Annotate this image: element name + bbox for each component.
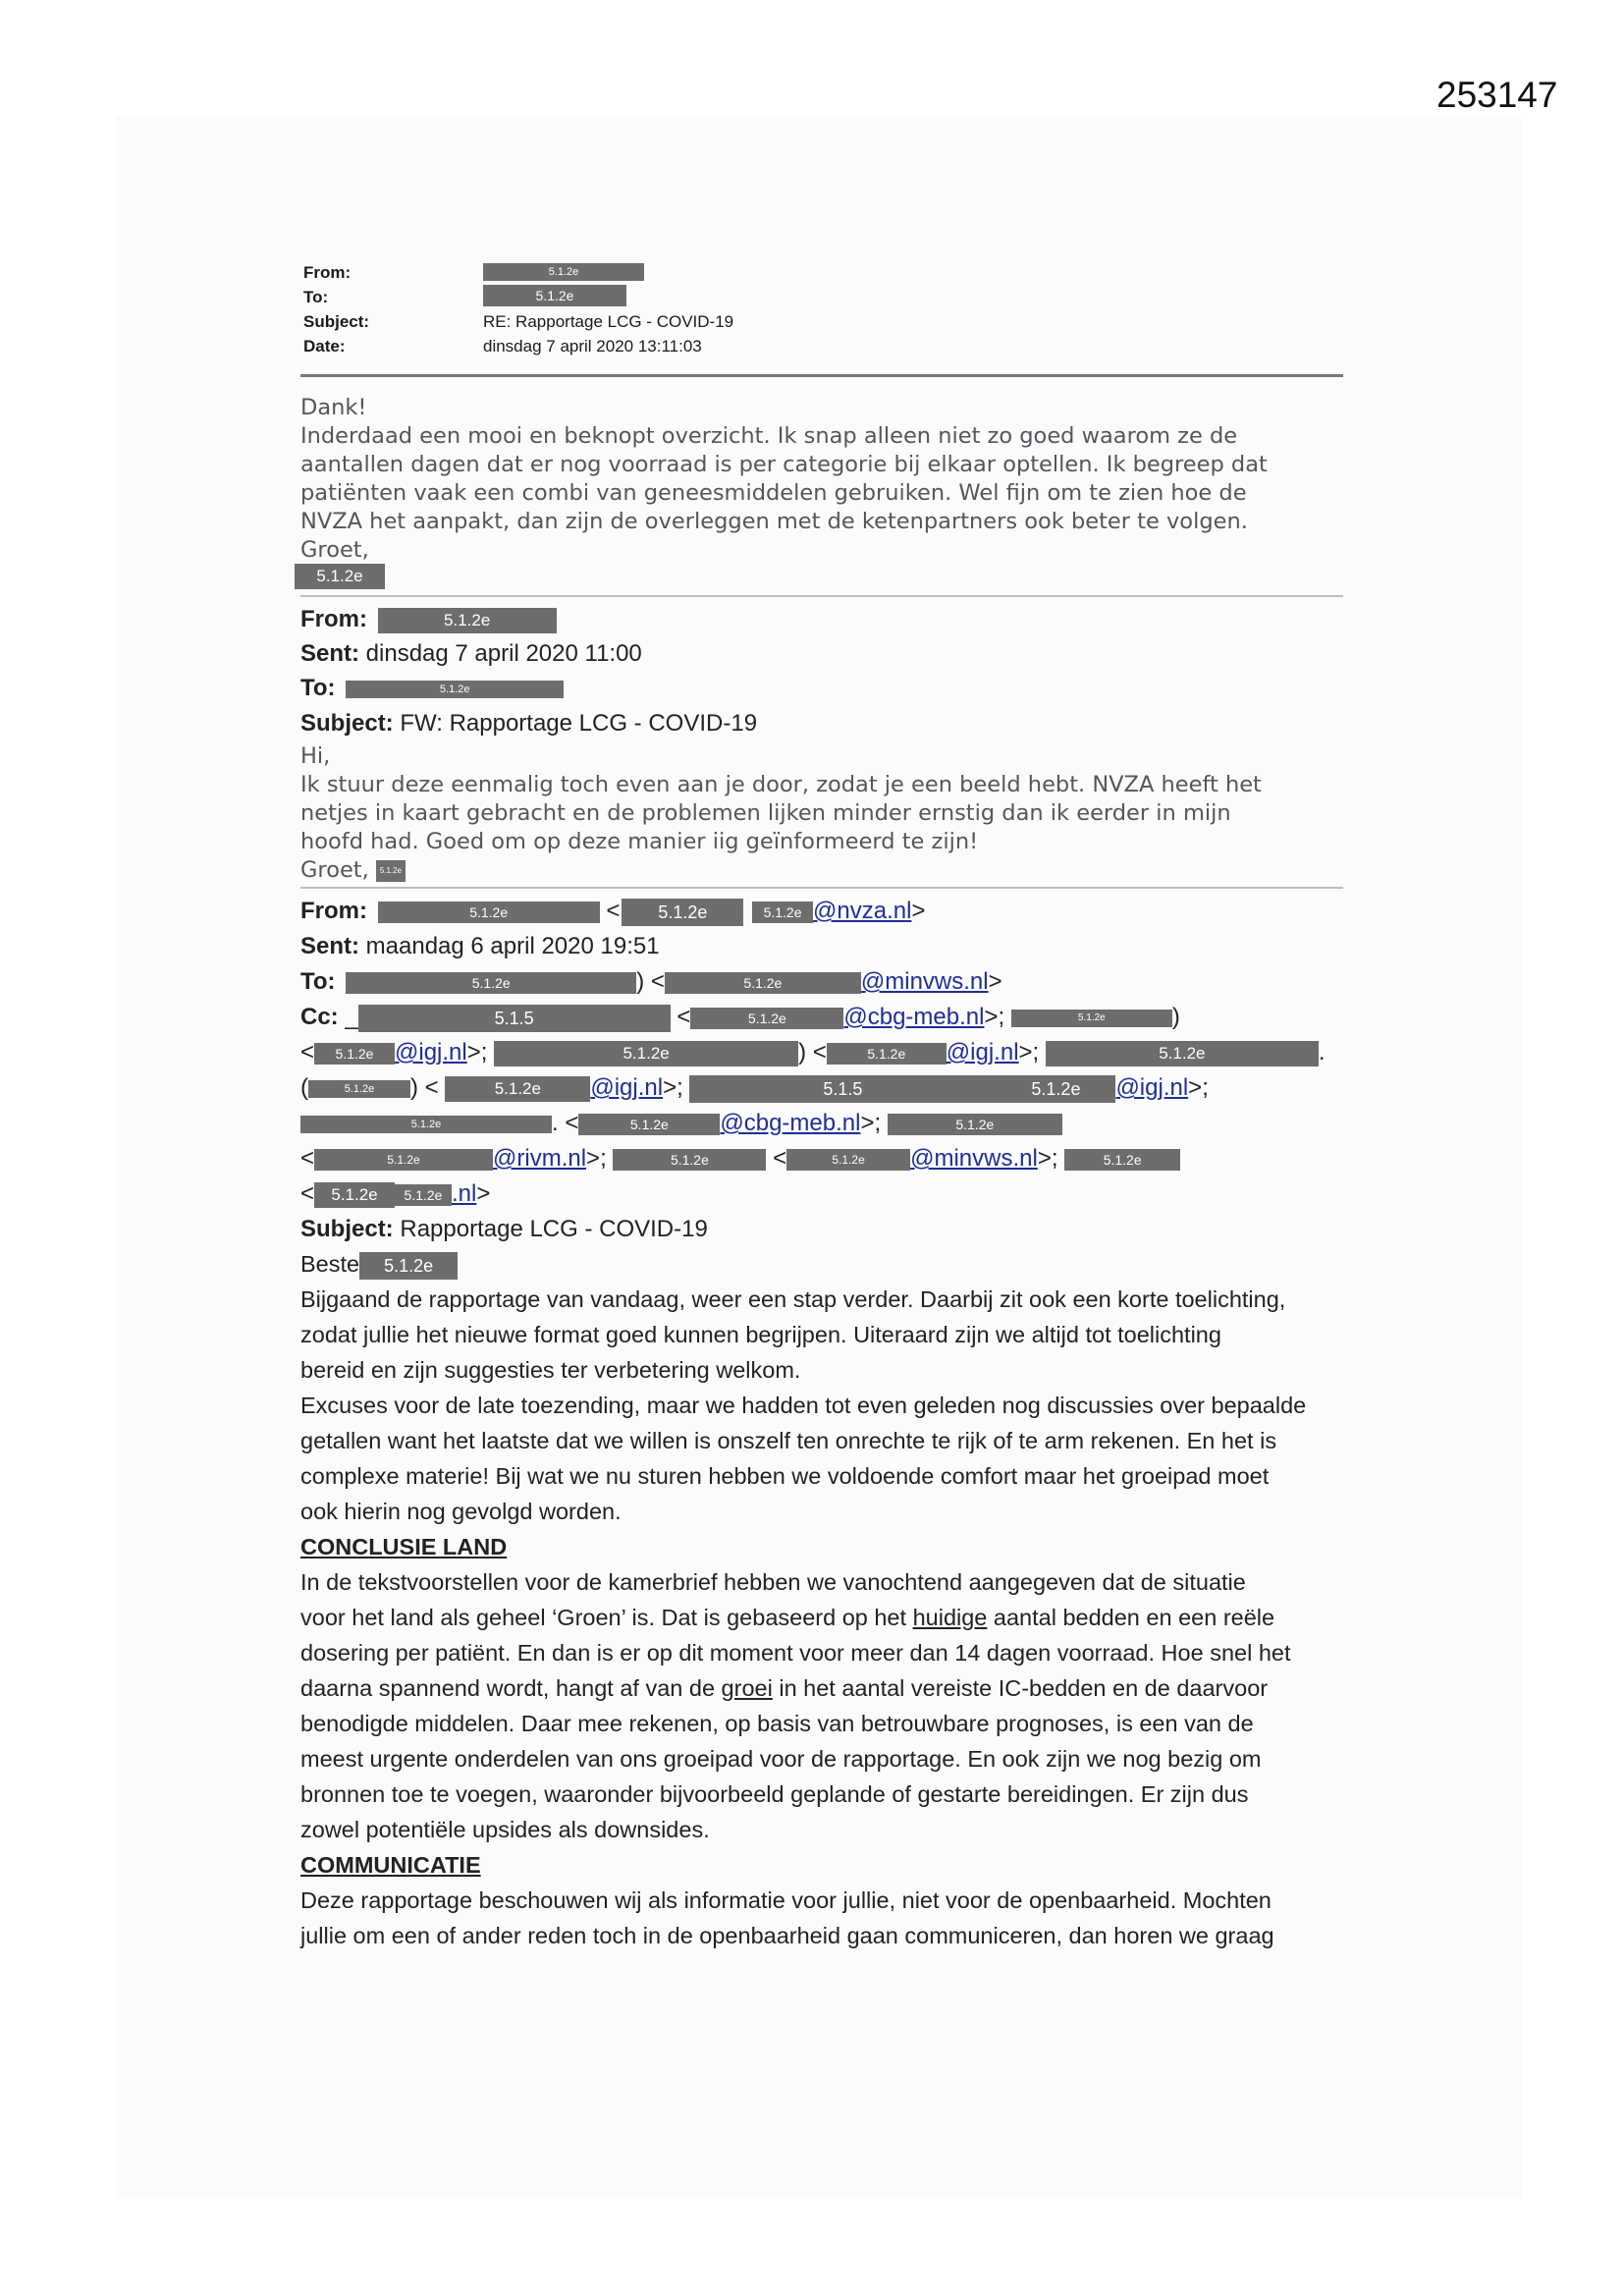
msg3-cc-line: 5.1.2e . < 5.1.2e @cbg-meb.nl>; 5.1.2e <box>300 1110 1062 1137</box>
redaction-box: 5.1.2e <box>578 1114 720 1135</box>
msg3-subject-value: Rapportage LCG - COVID-19 <box>400 1216 708 1242</box>
msg3-cc-line: ( 5.1.2e ) < 5.1.2e @igj.nl>; 5.1.5 5.1.2e @igj.nl>; <box>300 1074 1209 1101</box>
body-line <box>300 1605 1274 1631</box>
redaction-box: 5.1.2e <box>346 972 636 994</box>
redaction-box: 5.1.2e <box>295 564 385 589</box>
igj-email-link[interactable]: @igj.nl <box>395 1039 467 1066</box>
email-link[interactable]: .nl <box>452 1180 477 1207</box>
redaction-box: 5.1.2e <box>445 1076 590 1102</box>
header-date-label: Date: <box>303 337 346 355</box>
redaction-box: 5.1.2e <box>300 1116 552 1133</box>
body-line: Bijgaand de rapportage van vandaag, weer een stap verder. Daarbij zit ook een korte toelichting, <box>300 1286 1286 1312</box>
minvws-email-link[interactable]: @minvws.nl <box>860 968 989 995</box>
message-divider <box>300 887 1343 889</box>
msg2-sent-line <box>300 640 642 668</box>
body-line: ook hierin nog gevolgd worden. <box>300 1499 622 1524</box>
igj-email-link[interactable]: @igj.nl <box>1115 1074 1189 1101</box>
reply-line: patiënten vaak een combi van geneesmiddelen gebruiken. Wel fijn om te zien hoe de <box>300 480 1247 506</box>
section-heading-communicatie: COMMUNICATIE <box>300 1852 481 1878</box>
redaction-box: 5.1.2e <box>622 899 743 926</box>
msg3-sent-value: maandag 6 april 2020 19:51 <box>365 933 660 959</box>
redaction-box: 5.1.2e <box>378 902 600 923</box>
msg3-sent-line <box>300 933 660 960</box>
text-run: in het aantal vereiste IC-bedden en de daarvoor <box>772 1675 1269 1701</box>
msg3-to-line: To: 5.1.2e ) < 5.1.2e @minvws.nl> <box>300 968 1002 995</box>
msg2-sent-value: dinsdag 7 april 2020 11:00 <box>365 640 642 667</box>
body-line: Deze rapportage beschouwen wij als informatie voor jullie, niet voor de openbaarheid. Mochten <box>300 1887 1272 1913</box>
redaction-box: 5.1.2e <box>888 1114 1062 1135</box>
header-to-label: To: <box>303 288 329 306</box>
redaction-box: 5.1.2e <box>483 263 644 281</box>
redaction-box: 5.1.2e <box>314 1043 395 1065</box>
cbg-email-link[interactable]: @cbg-meb.nl <box>720 1110 861 1136</box>
msg3-from-label: From: <box>300 898 367 924</box>
body-line: jullie om een of ander reden toch in de openbaarheid gaan communiceren, dan horen we graag <box>300 1923 1274 1948</box>
body-line: dosering per patiënt. En dan is er op dit moment voor meer dan 14 dagen voorraad. Hoe snel het <box>300 1640 1291 1666</box>
reply-line: NVZA het aanpakt, dan zijn de overleggen met de ketenpartners ook beter te volgen. <box>300 509 1248 534</box>
redaction-box: 5.1.2e <box>314 1149 493 1171</box>
redaction-box: 5.1.2e <box>1011 1010 1172 1027</box>
redaction-box: 5.1.2e <box>827 1043 947 1065</box>
reply-line: aantallen dagen dat er nog voorraad is per categorie bij elkaar optellen. Ik begreep dat <box>300 452 1268 477</box>
greeting: Beste <box>300 1251 360 1277</box>
msg3-to-label: To: <box>300 968 336 995</box>
igj-email-link[interactable]: @igj.nl <box>590 1074 664 1101</box>
msg3-cc-line: < 5.1.2e @rivm.nl>; 5.1.2e < 5.1.2e @minvws.nl>; 5.1.2e <box>300 1145 1180 1173</box>
msg3-sent-label: Sent: <box>300 933 359 959</box>
igj-email-link[interactable]: @igj.nl <box>946 1039 1019 1066</box>
body-line: complexe materie! Bij wat we nu sturen hebben we voldoende comfort maar het groeipad moet <box>300 1463 1270 1489</box>
header-date-value: dinsdag 7 april 2020 13:11:03 <box>483 337 702 355</box>
nvza-email-link[interactable]: @nvza.nl <box>813 898 912 924</box>
body-line: zodat jullie het nieuwe format goed kunnen begrijpen. Uiteraard zijn we altijd tot toelichting <box>300 1322 1221 1347</box>
msg2-subject-value: FW: Rapportage LCG - COVID-19 <box>400 710 758 737</box>
redaction-box: 5.1.2e <box>786 1149 910 1171</box>
text-run: aantal bedden en een reële <box>987 1605 1275 1630</box>
msg2-subject-label: Subject: <box>300 710 394 737</box>
underlined-word: groei <box>721 1675 773 1701</box>
redaction-box: 5.1.2e <box>346 681 564 698</box>
reply-line: Groet, <box>300 537 369 563</box>
underlined-word: huidige <box>912 1605 988 1630</box>
document-number: 253147 <box>1436 75 1558 115</box>
redaction-box: 5.1.2e <box>359 1252 458 1280</box>
cbg-email-link[interactable]: @cbg-meb.nl <box>843 1004 985 1030</box>
msg3-from-line: From: 5.1.2e < 5.1.2e 5.1.2e @nvza.nl> <box>300 898 926 924</box>
redaction-box: 5.1.2e <box>752 902 813 923</box>
message-divider <box>300 595 1343 597</box>
msg3-cc-line: < 5.1.2e @igj.nl>; 5.1.2e ) < 5.1.2e @igj.nl>; 5.1.2e . <box>300 1039 1326 1066</box>
text-run: daarna spannend wordt, hangt af van de <box>300 1675 722 1701</box>
msg2-from-line <box>300 606 557 633</box>
header-from-label: From: <box>303 263 352 282</box>
body-line: benodigde middelen. Daar mee rekenen, op basis van betrouwbare prognoses, is een van de <box>300 1711 1254 1736</box>
msg2-from-label: From: <box>300 606 367 632</box>
redaction-box: 5.1.5 <box>358 1005 671 1032</box>
redaction-box: 5.1.2e <box>1046 1041 1319 1066</box>
redaction-box: 5.1.2e <box>613 1149 766 1171</box>
msg3-subject-line <box>300 1216 708 1243</box>
msg2-sent-label: Sent: <box>300 640 359 667</box>
redaction-box: 5.1.2e <box>376 860 406 882</box>
reply-line: Dank! <box>300 395 367 420</box>
msg2-line: Ik stuur deze eenmalig toch even aan je door, zodat je een beeld hebt. NVZA heeft het <box>300 772 1262 797</box>
redaction-box: 5.1.2e <box>1064 1149 1180 1171</box>
header-subject-label: Subject: <box>303 312 370 331</box>
body-line: In de tekstvoorstellen voor de kamerbrief hebben we vanochtend aangegeven dat de situatie <box>300 1569 1246 1595</box>
redaction-box: 5.1.2e <box>308 1080 410 1098</box>
body-line: meest urgente onderdelen van ons groeipad voor de rapportage. En ook zijn we nog bezig om <box>300 1746 1262 1772</box>
msg2-groet: Groet, <box>300 857 369 883</box>
greeting-line <box>300 1251 458 1280</box>
msg3-cc-line: < 5.1.2e 5.1.2e .nl> <box>300 1180 491 1207</box>
msg2-to-label: To: <box>300 675 336 701</box>
text-run: voor het land als geheel ‘Groen’ is. Dat is gebaseerd op het <box>300 1605 913 1630</box>
redaction-box: 5.1.2e <box>483 285 626 306</box>
body-line: bereid en zijn suggesties ter verbetering welkom. <box>300 1357 801 1383</box>
section-heading-conclusie: CONCLUSIE LAND <box>300 1534 508 1559</box>
redaction-box: 5.1.2e <box>665 972 861 994</box>
rivm-email-link[interactable]: @rivm.nl <box>493 1145 587 1172</box>
redaction-box: 5.1.2e <box>314 1182 395 1208</box>
redaction-box: 5.1.2e <box>378 608 557 633</box>
header-divider <box>300 374 1343 377</box>
reply-line: Inderdaad een mooi en beknopt overzicht. Ik snap alleen niet zo goed waarom ze de <box>300 423 1238 449</box>
msg2-line: hoofd had. Goed om op deze manier iig geïnformeerd te zijn! <box>300 829 979 854</box>
msg3-cc-label: Cc: <box>300 1004 339 1030</box>
msg2-to-line <box>300 675 564 702</box>
msg3-cc-line: Cc: _ 5.1.5 < 5.1.2e @cbg-meb.nl>; 5.1.2e ) <box>300 1004 1180 1030</box>
redaction-box: 5.1.2e <box>395 1184 452 1206</box>
msg2-signoff <box>300 857 406 883</box>
msg2-line: netjes in kaart gebracht en de problemen lijken minder ernstig dan ik eerder in mijn <box>300 800 1231 826</box>
body-line <box>300 1675 1268 1702</box>
msg2-line: Hi, <box>300 743 331 769</box>
body-line: zowel potentiële upsides als downsides. <box>300 1817 710 1842</box>
msg2-subject-line <box>300 710 757 738</box>
body-line: getallen want het laatste dat we willen is onszelf ten onrechte te rijk of te arm rekenen. En het is <box>300 1428 1277 1453</box>
msg3-subject-label: Subject: <box>300 1216 394 1242</box>
redaction-box: 5.1.2e <box>996 1075 1115 1103</box>
header-subject-value: RE: Rapportage LCG - COVID-19 <box>483 312 734 331</box>
body-line: Excuses voor de late toezending, maar we hadden tot even geleden nog discussies over bepaalde <box>300 1393 1307 1418</box>
minvws-email-link[interactable]: @minvws.nl <box>910 1145 1038 1172</box>
body-line: bronnen toe te voegen, waaronder bijvoorbeeld geplande of gestarte bereidingen. Er zijn dus <box>300 1781 1249 1807</box>
redaction-box: 5.1.2e <box>690 1008 843 1029</box>
redaction-box: 5.1.5 <box>689 1075 996 1103</box>
redaction-box: 5.1.2e <box>494 1041 798 1066</box>
